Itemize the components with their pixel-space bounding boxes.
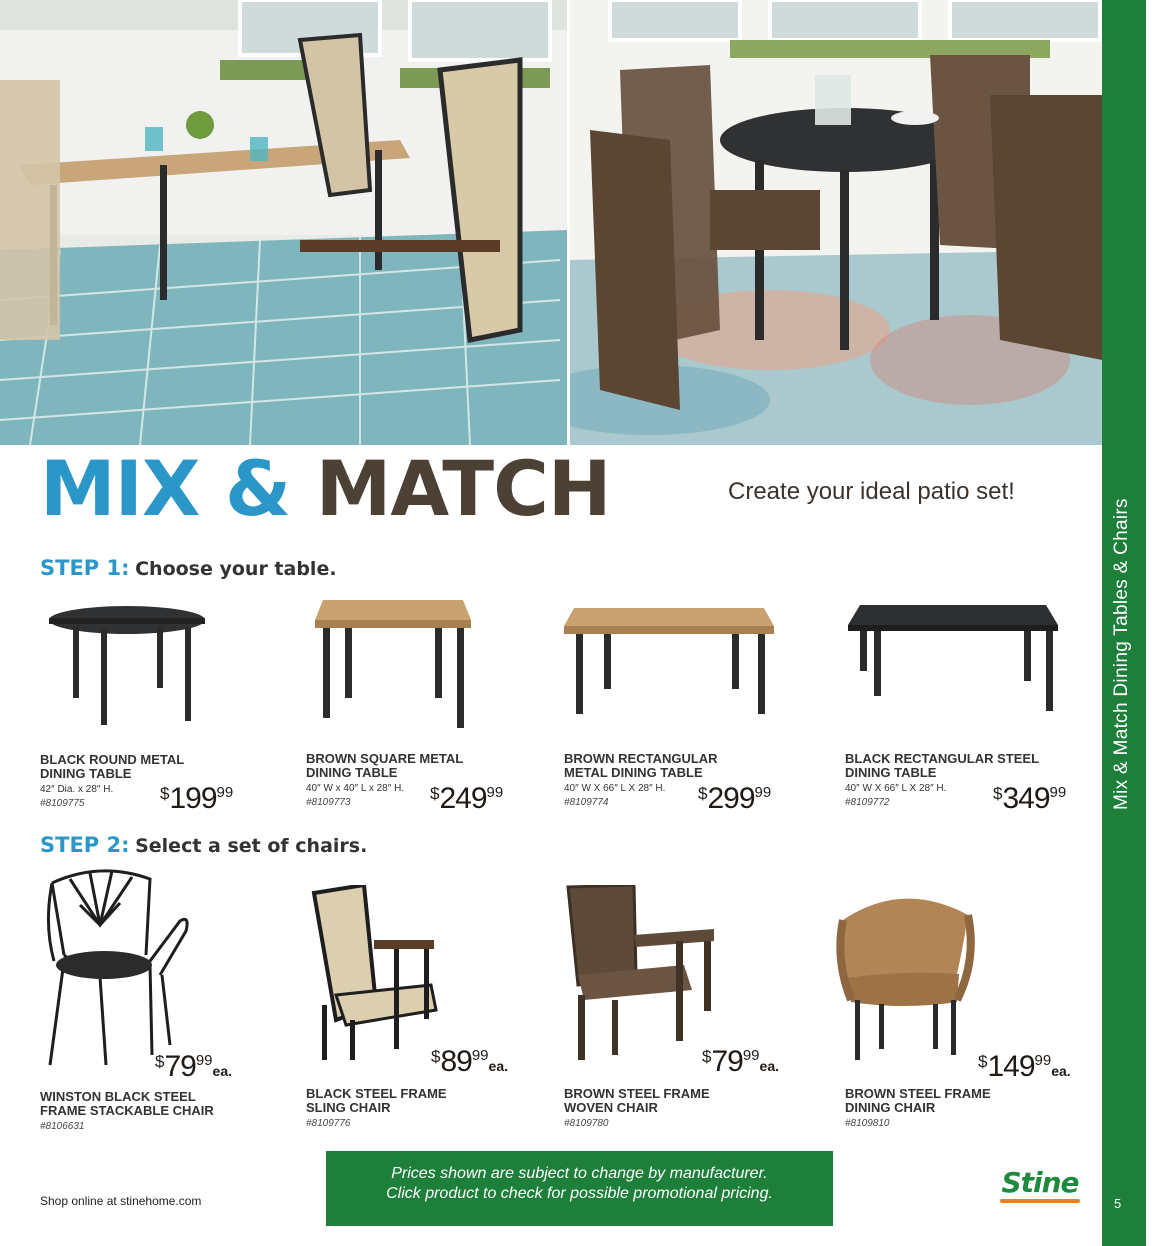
price-each-suffix: ea. (488, 1058, 508, 1074)
sling-chair-image (306, 885, 446, 1060)
price-currency: $ (430, 784, 440, 803)
winston-chair-image (40, 865, 200, 1070)
square-table-image (311, 600, 476, 730)
product-dimensions: 40″ W X 66″ L X 28″ H. (845, 783, 947, 794)
product-name: BLACK RECTANGULAR STEEL DINING TABLE (845, 751, 1040, 780)
hero-photo-square-table-set (0, 0, 567, 445)
product-price (431, 1045, 508, 1079)
product-price (698, 782, 771, 816)
product-table-black-round[interactable] (40, 600, 270, 815)
product-dimensions: 40″ W x 40″ L x 28″ H. (306, 783, 405, 794)
price-each-suffix: ea. (212, 1063, 232, 1079)
price-whole: 349 (1002, 782, 1050, 815)
step-2-label: STEP 2: (40, 833, 130, 857)
pricing-notice-line-1: Prices shown are subject to change by manufacturer. (391, 1165, 768, 1182)
price-currency: $ (155, 1052, 165, 1071)
product-price (160, 782, 233, 816)
product-sku: #8106631 (40, 1121, 85, 1132)
price-currency: $ (431, 1047, 441, 1066)
step-1-heading (40, 556, 337, 580)
product-name: WINSTON BLACK STEEL FRAME STACKABLE CHAIR (40, 1089, 214, 1118)
product-price (702, 1045, 779, 1079)
price-currency: $ (702, 1047, 712, 1066)
product-dimensions: 40″ W X 66″ L X 28″ H. (564, 783, 666, 794)
price-cents: 99 (1034, 1052, 1052, 1069)
product-name: BROWN STEEL FRAME DINING CHAIR (845, 1086, 991, 1115)
step-2-text: Select a set of chairs. (135, 835, 368, 857)
price-whole: 79 (711, 1045, 743, 1078)
price-currency: $ (993, 784, 1003, 803)
product-sku: #8109773 (306, 797, 351, 808)
price-cents: 99 (754, 784, 772, 801)
product-price (978, 1050, 1071, 1084)
price-cents: 99 (742, 1047, 760, 1064)
product-sku: #8109810 (845, 1118, 890, 1129)
woven-chair-image (564, 885, 724, 1060)
round-table-image (45, 600, 215, 725)
price-whole: 149 (987, 1050, 1035, 1083)
product-table-brown-rectangular[interactable] (564, 600, 804, 815)
product-sku: #8109772 (845, 797, 890, 808)
page-title (40, 444, 611, 533)
step-1-text: Choose your table. (135, 558, 337, 580)
product-name: BLACK STEEL FRAME SLING CHAIR (306, 1086, 447, 1115)
price-whole: 89 (440, 1045, 472, 1078)
price-currency: $ (160, 784, 170, 803)
product-name: BLACK ROUND METAL DINING TABLE (40, 752, 185, 781)
product-name: BROWN STEEL FRAME WOVEN CHAIR (564, 1086, 710, 1115)
price-currency: $ (978, 1052, 988, 1071)
sidebar-title: Mix & Match Dining Tables & Chairs (1111, 498, 1132, 810)
shop-online-link[interactable]: Shop online at stinehome.com (40, 1194, 202, 1208)
price-cents: 99 (471, 1047, 489, 1064)
black-rectangular-table-image (848, 605, 1063, 715)
product-chair-winston-black[interactable] (40, 865, 280, 1135)
step-1-label: STEP 1: (40, 556, 130, 580)
price-each-suffix: ea. (1051, 1063, 1071, 1079)
product-sku: #8109780 (564, 1118, 609, 1129)
page-number: 5 (1114, 1196, 1122, 1211)
product-sku: #8109774 (564, 797, 609, 808)
product-chair-woven[interactable] (564, 865, 804, 1135)
hero-photo-round-table-set (570, 0, 1102, 445)
product-name: BROWN SQUARE METAL DINING TABLE (306, 751, 464, 780)
product-sku: #8109775 (40, 798, 85, 809)
price-cents: 99 (1049, 784, 1067, 801)
product-chair-sling[interactable] (306, 865, 546, 1135)
price-cents: 99 (486, 784, 504, 801)
stine-logo (996, 1166, 1084, 1202)
logo-swoosh (1000, 1199, 1080, 1203)
product-price (430, 782, 503, 816)
product-price (993, 782, 1066, 816)
step-2-heading (40, 833, 367, 857)
logo-wordmark: Stine (1001, 1166, 1079, 1199)
rectangular-table-image (564, 608, 779, 718)
title-mix: MIX & (40, 444, 291, 533)
product-sku: #8109776 (306, 1118, 351, 1129)
price-whole: 249 (439, 782, 487, 815)
tagline: Create your ideal patio set! (728, 478, 1015, 505)
pricing-notice-line-2: Click product to check for possible promotional pricing. (386, 1185, 773, 1202)
product-name: BROWN RECTANGULAR METAL DINING TABLE (564, 751, 718, 780)
title-match: MATCH (315, 444, 611, 533)
price-currency: $ (698, 784, 708, 803)
pricing-notice (326, 1151, 833, 1226)
product-table-brown-square[interactable] (306, 600, 536, 815)
price-whole: 79 (164, 1050, 196, 1083)
price-each-suffix: ea. (759, 1058, 779, 1074)
price-whole: 199 (169, 782, 217, 815)
product-price (155, 1050, 232, 1084)
product-dimensions: 42″ Dia. x 28″ H. (40, 784, 114, 795)
price-cents: 99 (216, 784, 234, 801)
dining-chair-image (833, 890, 983, 1065)
price-whole: 299 (707, 782, 755, 815)
product-table-black-rectangular[interactable] (845, 600, 1075, 815)
price-cents: 99 (195, 1052, 213, 1069)
product-chair-dining[interactable] (845, 865, 1085, 1135)
